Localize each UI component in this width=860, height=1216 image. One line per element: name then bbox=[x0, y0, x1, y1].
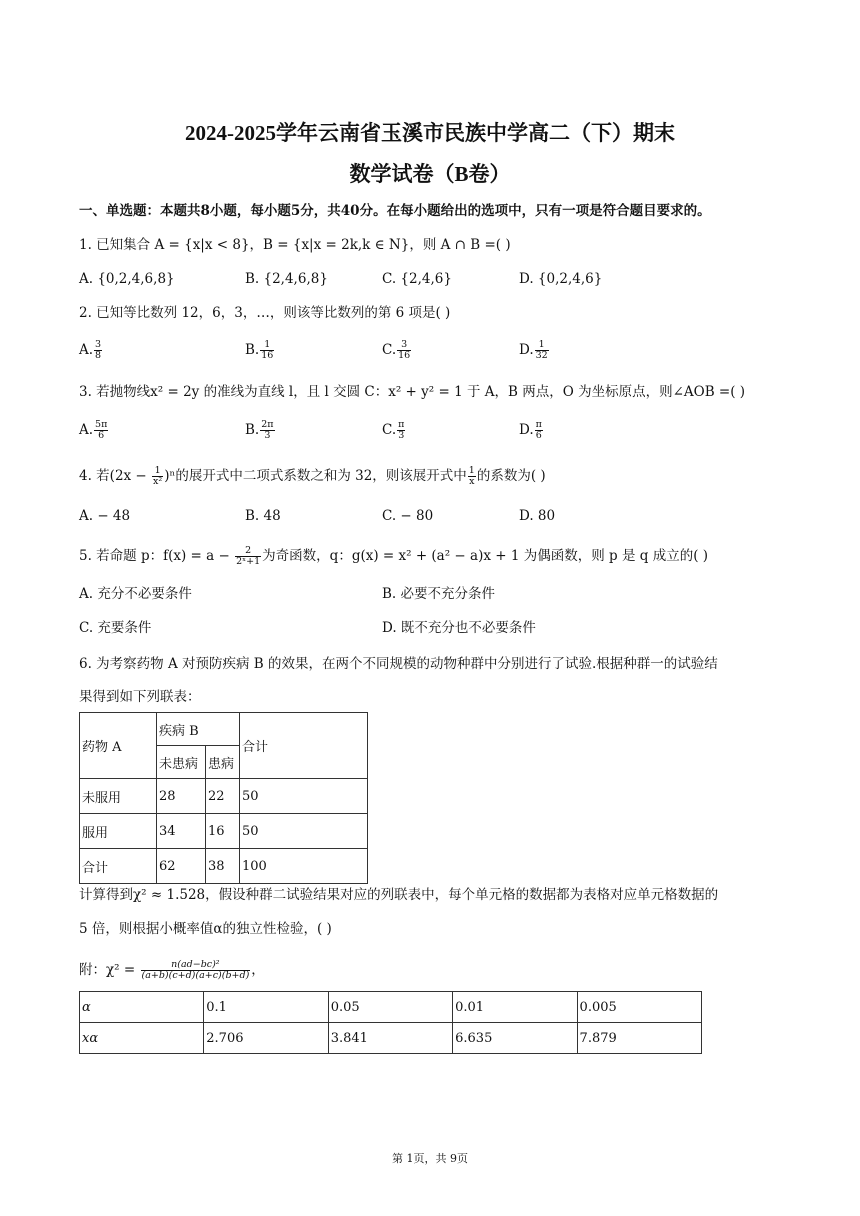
table-cell: 16 bbox=[206, 814, 240, 849]
stem-text: 5. 若命题 p：f(x) = a − bbox=[79, 548, 235, 564]
fraction: $\frac{1}{16}$ bbox=[261, 339, 274, 361]
q2-option-c bbox=[382, 340, 412, 361]
table-cell: α bbox=[80, 992, 204, 1023]
table-cell: 34 bbox=[157, 814, 206, 849]
fraction: $\frac{2}{\text{2ˣ+1}}$ bbox=[236, 545, 261, 567]
fraction: $\frac{1}{32}$ bbox=[535, 339, 548, 361]
stem-text: 附：χ² = bbox=[79, 962, 140, 978]
q3-option-a bbox=[79, 420, 109, 441]
table-cell: 50 bbox=[240, 779, 368, 814]
question-6-calc-line2: 5 倍，则根据小概率值α的独立性检验，( ) bbox=[79, 921, 332, 937]
option-label: B. bbox=[245, 422, 260, 438]
table-cell: 0.05 bbox=[328, 992, 452, 1023]
stem-text: )ⁿ的展开式中二项式系数之和为 32，则该展开式中 bbox=[164, 468, 467, 484]
page-footer: 第 1页，共 9页 bbox=[392, 1152, 468, 1165]
q3-option-b bbox=[245, 420, 276, 441]
table-header-no-disease: 未患病 bbox=[157, 746, 206, 779]
table-cell: 3.841 bbox=[328, 1023, 452, 1054]
q2-option-b bbox=[245, 340, 275, 361]
q4-option-a: A. − 48 bbox=[79, 508, 131, 524]
q5-option-d: D. 既不充分也不必要条件 bbox=[382, 620, 536, 636]
table-cell: 0.01 bbox=[453, 992, 577, 1023]
stem-text: ， bbox=[251, 962, 265, 978]
table-header-total: 合计 bbox=[240, 713, 368, 779]
stem-text: 为奇函数，q：g(x) = x² + (a² − a)x + 1 为偶函数，则 p 是 q 成立的( ) bbox=[262, 548, 709, 564]
table-cell: 50 bbox=[240, 814, 368, 849]
fraction: $\frac{2\pi}{3}$ bbox=[261, 419, 274, 441]
fraction: $\frac{1}{\text{x²}}$ bbox=[153, 465, 163, 487]
table-cell: 6.635 bbox=[453, 1023, 577, 1054]
q1-option-b: B. {2,4,6,8} bbox=[245, 271, 328, 287]
option-label: A. bbox=[79, 422, 94, 438]
table-cell: 未服用 bbox=[80, 779, 157, 814]
question-4-stem bbox=[79, 466, 546, 487]
table-header-disease-yes: 患病 bbox=[206, 746, 240, 779]
table-cell: 2.706 bbox=[204, 1023, 328, 1054]
option-label: B. bbox=[245, 342, 260, 358]
q3-option-c bbox=[382, 420, 406, 441]
q1-option-d: D. {0,2,4,6} bbox=[519, 271, 603, 287]
table-cell: 22 bbox=[206, 779, 240, 814]
question-6-stem-line2: 果得到如下列联表： bbox=[79, 689, 201, 705]
q4-option-d: D. 80 bbox=[519, 508, 556, 524]
option-label: C. bbox=[382, 422, 397, 438]
question-3-stem: 3. 若抛物线x² = 2y 的准线为直线 l，且 l 交圆 C：x² + y² = 1 于 A，B 两点，O 为坐标原点，则∠AOB =( ) bbox=[79, 384, 746, 400]
contingency-table bbox=[79, 712, 368, 884]
question-2-stem: 2. 已知等比数列 12，6，3，…，则该等比数列的第 6 项是( ) bbox=[79, 305, 451, 321]
table-row bbox=[80, 1023, 702, 1054]
table-row bbox=[80, 814, 368, 849]
table-cell: xα bbox=[80, 1023, 204, 1054]
table-cell: 38 bbox=[206, 849, 240, 884]
option-label: C. bbox=[382, 342, 397, 358]
table-cell: 62 bbox=[157, 849, 206, 884]
q5-option-b: B. 必要不充分条件 bbox=[382, 586, 496, 602]
table-cell: 合计 bbox=[80, 849, 157, 884]
table-row bbox=[80, 849, 368, 884]
critical-value-table bbox=[79, 991, 702, 1054]
q5-option-a: A. 充分不必要条件 bbox=[79, 586, 192, 602]
option-label: D. bbox=[519, 342, 534, 358]
q3-option-d bbox=[519, 420, 544, 441]
fraction: $\frac{3}{16}$ bbox=[398, 339, 411, 361]
q2-option-a bbox=[79, 340, 103, 361]
table-cell: 100 bbox=[240, 849, 368, 884]
q1-option-c: C. {2,4,6} bbox=[382, 271, 452, 287]
table-header-drug: 药物 A bbox=[80, 713, 157, 779]
q4-option-b: B. 48 bbox=[245, 508, 281, 524]
fraction: $\frac{5\pi}{6}$ bbox=[95, 419, 108, 441]
exam-title-line2: 数学试卷（B卷） bbox=[349, 162, 511, 186]
fraction: $\frac{\text{n(ad−bc)²}}{(a+b)(c+d)(a+c)(b+d)}$ bbox=[141, 959, 250, 981]
table-row bbox=[80, 992, 702, 1023]
q5-option-c: C. 充要条件 bbox=[79, 620, 152, 636]
q4-option-c: C. − 80 bbox=[382, 508, 434, 524]
stem-text: 4. 若(2x − bbox=[79, 468, 152, 484]
table-cell: 0.005 bbox=[577, 992, 701, 1023]
option-label: D. bbox=[519, 422, 534, 438]
fraction: $\frac{1}{x}$ bbox=[468, 465, 475, 487]
fraction: $\frac{\pi}{6}$ bbox=[535, 419, 542, 441]
question-6-stem-line1: 6. 为考察药物 A 对预防疾病 B 的效果，在两个不同规模的动物种群中分别进行了试验.根据种群一的试验结 bbox=[79, 656, 718, 672]
table-cell: 0.1 bbox=[204, 992, 328, 1023]
table-cell: 7.879 bbox=[577, 1023, 701, 1054]
table-cell: 服用 bbox=[80, 814, 157, 849]
question-5-stem bbox=[79, 546, 708, 567]
fraction: $\frac{\pi}{3}$ bbox=[398, 419, 405, 441]
table-row bbox=[80, 779, 368, 814]
stem-text: 的系数为( ) bbox=[476, 468, 546, 484]
fraction: $\frac{3}{8}$ bbox=[95, 339, 102, 361]
table-cell: 28 bbox=[157, 779, 206, 814]
q2-option-d bbox=[519, 340, 550, 361]
section-heading: 一、单选题：本题共8小题，每小题5分，共40分。在每小题给出的选项中，只有一项是符合题目要求的。 bbox=[79, 203, 711, 219]
formula-note bbox=[79, 960, 265, 981]
question-1-stem: 1. 已知集合 A = {x|x < 8}，B = {x|x = 2k,k ∈ N}，则 A ∩ B =( ) bbox=[79, 237, 511, 253]
table-header-disease: 疾病 B bbox=[157, 713, 240, 746]
q1-option-a: A. {0,2,4,6,8} bbox=[79, 271, 175, 287]
option-label: A. bbox=[79, 342, 94, 358]
table-row bbox=[80, 713, 368, 746]
exam-title-line1: 2024-2025学年云南省玉溪市民族中学高二（下）期末 bbox=[185, 121, 675, 145]
question-6-calc-line1: 计算得到χ² ≈ 1.528，假设种群二试验结果对应的列联表中，每个单元格的数据都为表格对应单元格数据的 bbox=[79, 887, 719, 903]
